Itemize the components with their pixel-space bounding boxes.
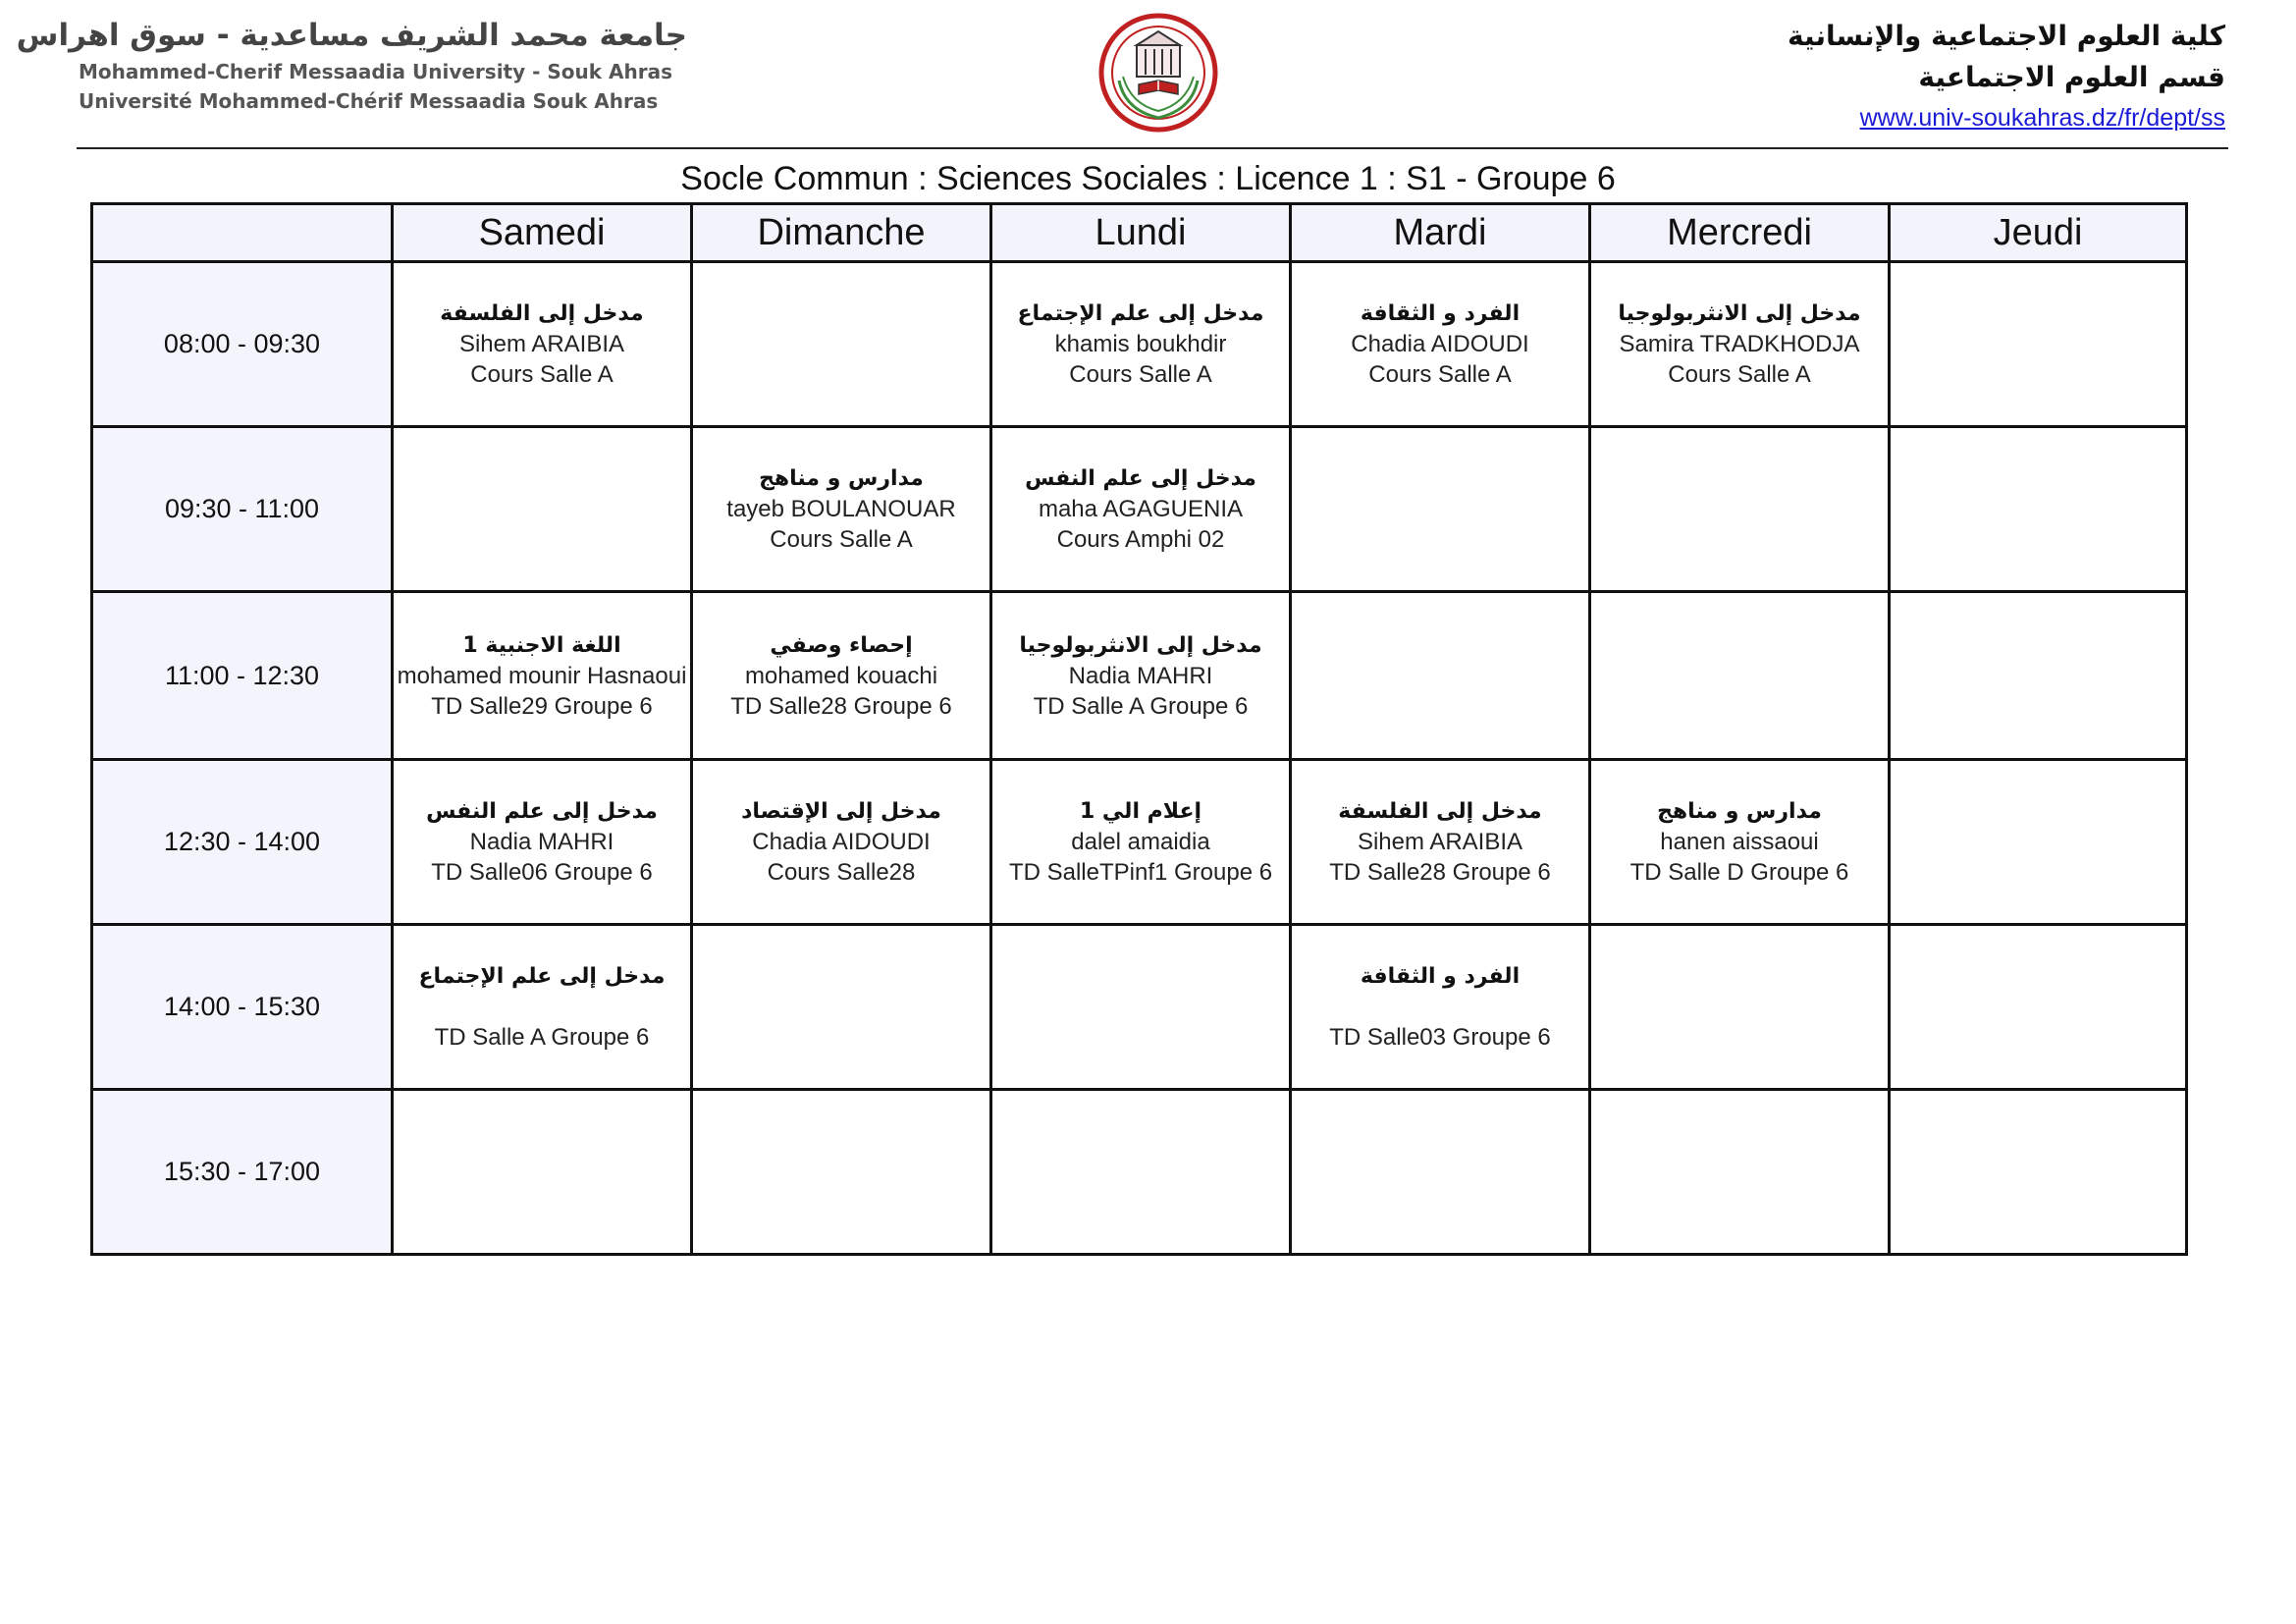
course-cell	[991, 760, 1291, 925]
timetable-row	[92, 760, 2187, 925]
course-teacher: mohamed mounir Hasnaoui	[397, 662, 687, 689]
timetable-title: Socle Commun : Sciences Sociales : Licence 1 : S1 - Groupe 6	[680, 160, 1616, 197]
faculty-name: كلية العلوم الاجتماعية والإنسانية	[1788, 20, 2225, 52]
timetable-row	[92, 592, 2187, 760]
course-teacher: Chadia AIDOUDI	[1351, 331, 1529, 357]
university-name-french: Université Mohammed-Chérif Messaadia Souk Ahras	[79, 89, 659, 113]
course-teacher: dalel amaidia	[1071, 829, 1210, 855]
course-teacher: Nadia MAHRI	[1068, 662, 1213, 689]
timetable-row	[92, 427, 2187, 592]
timetable-row	[92, 1090, 2187, 1255]
university-name-english: Mohammed-Cherif Messaadia University - Souk Ahras	[79, 60, 673, 83]
course-cell	[1291, 427, 1590, 592]
day-header: Mardi	[1291, 204, 1590, 262]
course-cell	[1590, 925, 1890, 1090]
course-cell	[1291, 925, 1590, 1090]
course-teacher	[394, 992, 690, 1022]
course-teacher: tayeb BOULANOUAR	[726, 496, 956, 522]
course-room: Cours Salle A	[1368, 361, 1512, 388]
timetable-row	[92, 925, 2187, 1090]
course-cell	[1590, 592, 1890, 760]
course-cell	[393, 1090, 692, 1255]
department-name: قسم العلوم الاجتماعية	[1918, 61, 2225, 93]
course-subject: إعلام الي 1	[1079, 799, 1202, 824]
course-cell	[692, 262, 991, 427]
course-room: TD Salle28 Groupe 6	[730, 692, 952, 720]
course-cell	[692, 427, 991, 592]
day-header: Jeudi	[1890, 204, 2187, 262]
course-teacher: Sihem ARAIBIA	[458, 331, 625, 357]
corner-cell	[92, 204, 393, 262]
course-cell	[991, 427, 1291, 592]
course-teacher: khamis boukhdir	[1054, 331, 1227, 357]
course-room: TD SalleTPinf1 Groupe 6	[1008, 859, 1273, 886]
time-slot-label: 09:30 - 11:00	[92, 427, 393, 592]
course-cell	[1890, 1090, 2187, 1255]
timetable	[90, 202, 2188, 1256]
day-header: Lundi	[991, 204, 1291, 262]
course-cell	[1890, 760, 2187, 925]
course-subject: الفرد و الثقافة	[1360, 964, 1521, 989]
time-slot-label: 08:00 - 09:30	[92, 262, 393, 427]
course-subject: مدخل إلى الفلسفة	[440, 301, 644, 326]
course-room: TD Salle D Groupe 6	[1629, 859, 1849, 886]
university-name-arabic: جامعة محمد الشريف مساعدية - سوق اهراس	[16, 18, 687, 53]
course-cell	[1890, 925, 2187, 1090]
course-cell	[692, 925, 991, 1090]
course-subject: مدخل إلى الانثربولوجيا	[1019, 632, 1262, 658]
course-subject: مدخل إلى الإقتصاد	[741, 799, 941, 824]
time-slot-label: 15:30 - 17:00	[92, 1090, 393, 1255]
course-cell	[991, 925, 1291, 1090]
course-subject: مدخل إلى علم الإجتماع	[1017, 301, 1264, 326]
course-teacher: hanen aissaoui	[1660, 829, 1819, 855]
course-subject: مدخل إلى علم الإجتماع	[418, 964, 666, 989]
course-cell	[1291, 1090, 1590, 1255]
day-header: Dimanche	[692, 204, 991, 262]
course-teacher: Sihem ARAIBIA	[1357, 829, 1523, 855]
course-subject: الفرد و الثقافة	[1360, 301, 1521, 326]
course-cell	[393, 262, 692, 427]
course-cell	[1890, 592, 2187, 760]
course-cell	[1291, 592, 1590, 760]
day-header: Samedi	[393, 204, 692, 262]
course-room: TD Salle03 Groupe 6	[1329, 1024, 1551, 1051]
course-subject: مدخل إلى علم النفس	[1025, 466, 1256, 491]
course-teacher: Samira TRADKHODJA	[1619, 331, 1860, 357]
course-subject: مدخل إلى علم النفس	[426, 799, 658, 824]
time-slot-label: 12:30 - 14:00	[92, 760, 393, 925]
course-subject: مدارس و مناهج	[759, 466, 924, 491]
course-cell	[692, 760, 991, 925]
course-room: TD Salle06 Groupe 6	[431, 859, 653, 886]
course-room: Cours Salle A	[1069, 361, 1212, 388]
course-cell	[991, 592, 1291, 760]
course-cell	[1291, 760, 1590, 925]
course-subject: إحصاء وصفي	[770, 632, 913, 658]
course-cell	[692, 592, 991, 760]
university-name-block	[16, 14, 687, 116]
course-cell	[1590, 1090, 1890, 1255]
course-room: Cours Amphi 02	[1056, 526, 1225, 553]
timetable-header-row	[92, 204, 2187, 262]
course-cell	[1590, 427, 1890, 592]
course-cell	[991, 262, 1291, 427]
timetable-row	[92, 262, 2187, 427]
course-subject: مدخل إلى الفلسفة	[1338, 799, 1542, 824]
course-teacher	[1292, 992, 1588, 1022]
course-cell	[1890, 427, 2187, 592]
course-cell	[393, 925, 692, 1090]
course-room: Cours Salle28	[767, 859, 916, 886]
course-cell	[393, 760, 692, 925]
course-teacher: Nadia MAHRI	[469, 829, 614, 855]
course-room: Cours Salle A	[1668, 361, 1811, 388]
course-cell	[393, 427, 692, 592]
course-cell	[1590, 262, 1890, 427]
course-teacher: Chadia AIDOUDI	[752, 829, 931, 855]
course-subject: مدارس و مناهج	[1657, 799, 1822, 824]
day-header: Mercredi	[1590, 204, 1890, 262]
course-cell	[1590, 760, 1890, 925]
course-subject: اللغة الاجنبية 1	[462, 632, 621, 658]
course-room: Cours Salle A	[770, 526, 913, 553]
course-teacher: maha AGAGUENIA	[1038, 496, 1244, 522]
course-room: TD Salle29 Groupe 6	[431, 692, 653, 720]
course-cell	[1291, 262, 1590, 427]
course-cell	[393, 592, 692, 760]
faculty-block	[1788, 16, 2225, 137]
course-room: TD Salle A Groupe 6	[1033, 692, 1249, 720]
course-room: TD Salle28 Groupe 6	[1329, 859, 1551, 886]
time-slot-label: 11:00 - 12:30	[92, 592, 393, 760]
course-teacher: mohamed kouachi	[744, 662, 938, 689]
department-website-link[interactable]: www.univ-soukahras.dz/fr/dept/ss	[1859, 104, 2225, 132]
header-divider	[77, 147, 2228, 149]
course-cell	[1890, 262, 2187, 427]
course-subject: مدخل إلى الانثربولوجيا	[1618, 301, 1861, 326]
university-seal-icon	[1097, 12, 1219, 134]
time-slot-label: 14:00 - 15:30	[92, 925, 393, 1090]
course-cell	[692, 1090, 991, 1255]
course-room: Cours Salle A	[470, 361, 614, 388]
course-cell	[991, 1090, 1291, 1255]
course-room: TD Salle A Groupe 6	[434, 1024, 650, 1051]
